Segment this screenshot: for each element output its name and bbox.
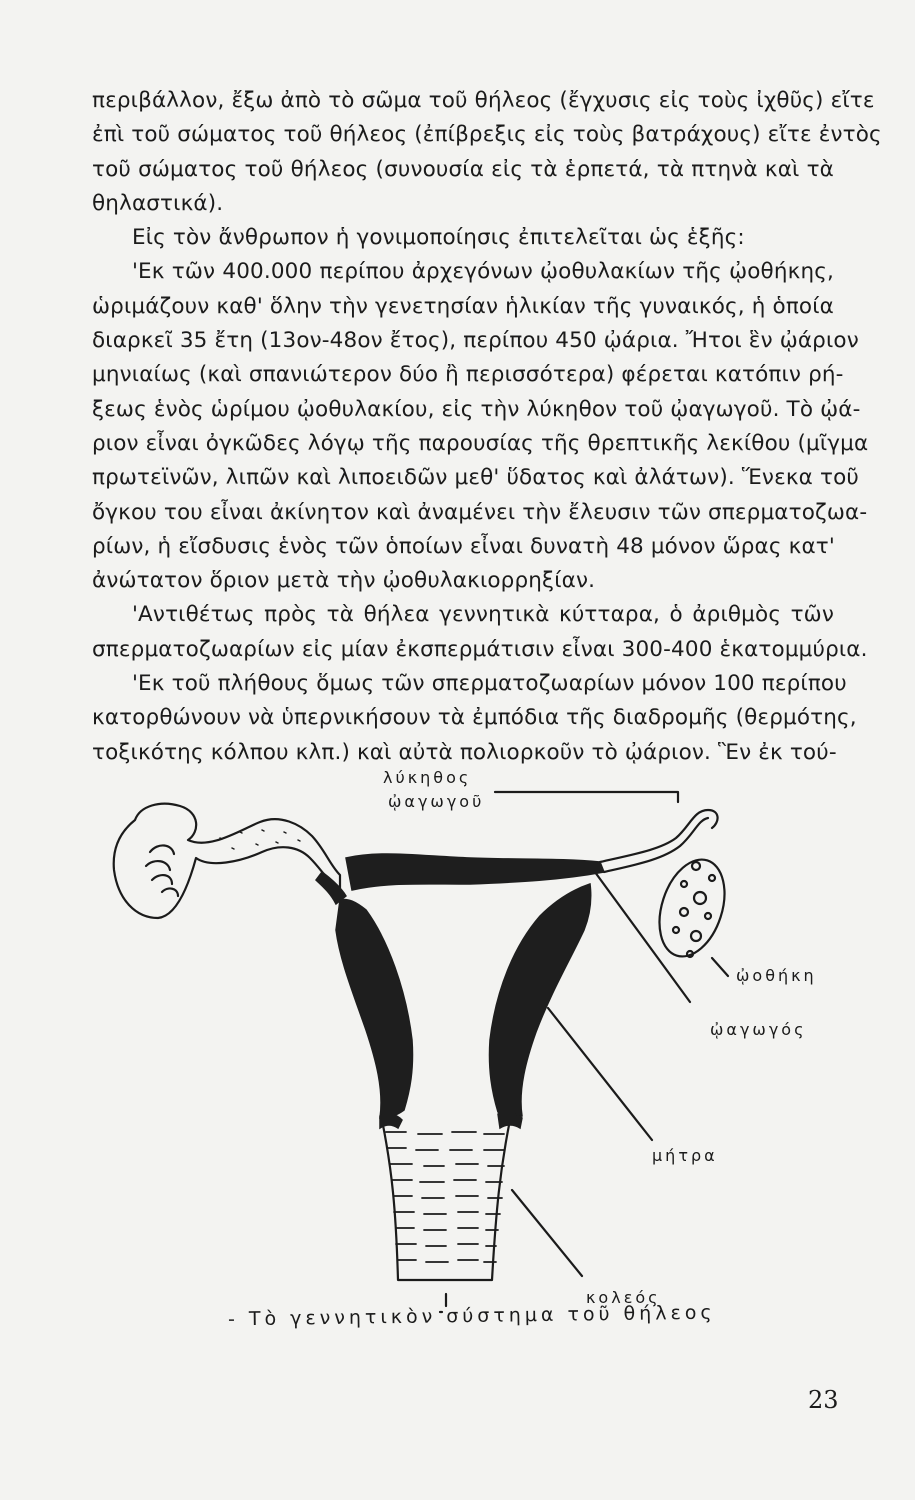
uterus-fundus [346,854,604,890]
text-line: Εἰς τὸν ἄνθρωπον ἡ γονιμοποίησις ἐπιτελεῖται ὡς ἑξῆς: [132,225,745,251]
text-line: μηνιαίως (καὶ σπανιώτερον δύο ἢ περισσότερα) φέρεται κατόπιν ρή- [92,362,844,388]
lykithos-leader [495,792,678,802]
text-line: σπερματοζωαρίων εἰς μίαν ἐκσπερμάτισιν εἶναι 300-400 ἑκατομμύρια. [92,636,868,662]
text-line: ρίων, ἡ εἴσδυσις ἑνὸς τῶν ὁποίων εἶναι δυνατὴ 48 μόνον ὥρας κατ' [92,533,835,559]
label-oagogos: ᾠαγωγός [710,1020,807,1039]
right-tube [600,810,718,862]
text-line: ὡριμάζουν καθ' ὅλην τὴν γενετησίαν ἡλικίαν τῆς γυναικός, ἡ ὁποία [92,293,834,319]
text-line: πρωτεϊνῶν, λιπῶν καὶ λιποειδῶν μεθ' ὕδατος καὶ ἀλάτων). Ἕνεκα τοῦ [92,465,859,491]
label-mitra: μήτρα [652,1146,718,1165]
text-line: θηλαστικά). [92,190,224,216]
female-reproductive-diagram [0,740,915,1360]
oagogos-leader [592,868,690,1002]
body-text [92,84,882,770]
text-line: 'Εκ τοῦ πλήθους ὅμως τῶν σπερματοζωαρίων μόνον 100 περίπου [132,671,847,697]
label-oothiki: ᾠοθήκη [736,966,817,985]
label-lykithos: λύκηθος [383,768,472,787]
text-line: τοξικότης κόλπου κλπ.) καὶ αὐτὰ πολιορκοῦν τὸ ᾠάριον. Ἓν ἐκ τού- [92,739,837,765]
label-koleos: κολεός [586,1288,661,1307]
oothiki-leader [712,958,728,976]
text-line: ξεως ἑνὸς ὡρίμου ᾠοθυλακίου, εἰς τὴν λύκηθον τοῦ ᾠαγωγοῦ. Τὸ ᾠά- [92,396,861,422]
text-line: διαρκεῖ 35 ἔτη (13ον-48ον ἔτος), περίπου 450 ᾠάρια. Ἤτοι ἓν ᾠάριον [92,328,859,354]
page-number: 23 [808,1386,839,1414]
mitra-leader [548,1008,652,1140]
text-line: 'Εκ τῶν 400.000 περίπου ἀρχεγόνων ᾠοθυλακίων τῆς ᾠοθήκης, [132,259,834,285]
figure-caption: - Τὸ γεννητικὸν σύστημα τοῦ θήλεος [227,1301,716,1331]
text-line: ἐπὶ τοῦ σώματος τοῦ θήλεος (ἐπίβρεξις εἰς τοὺς βατράχους) εἴτε ἐντὸς [92,122,882,148]
left-tube-outline [114,804,340,918]
text-line: κατορθώνουν νὰ ὑπερνικήσουν τὰ ἐμπόδια τῆς διαδρομῆς (θερμότης, [92,705,857,731]
text-line: τοῦ σώματος τοῦ θήλεος (συνουσία εἰς τὰ ἑρπετά, τὰ πτηνὰ καὶ τὰ [92,156,834,182]
label-oagogou: ᾠαγωγοῦ [388,792,485,811]
koleos-leader [512,1190,582,1276]
uterus-left-wall [336,899,413,1118]
text-line: ριον εἶναι ὀγκῶδες λόγῳ τῆς παρουσίας τῆς θρεπτικῆς λεκίθου (μῖγμα [92,430,869,456]
uterus-right-wall [489,884,590,1117]
text-line: 'Αντιθέτως πρὸς τὰ θήλεα γεννητικὰ κύτταρα, ὁ ἀριθμὸς τῶν [132,602,834,628]
text-line: περιβάλλον, ἔξω ἀπὸ τὸ σῶμα τοῦ θήλεος (ἔγχυσις εἰς τοὺς ἰχθῦς) εἴτε [92,88,875,113]
vagina-outline [382,1120,510,1280]
text-line: ἀνώτατον ὅριον μετὰ τὴν ᾠοθυλακιορρηξίαν. [92,568,596,594]
text-line: ὄγκου του εἶναι ἀκίνητον καὶ ἀναμένει τὴν ἔλευσιν τῶν σπερματοζωα- [92,499,868,525]
